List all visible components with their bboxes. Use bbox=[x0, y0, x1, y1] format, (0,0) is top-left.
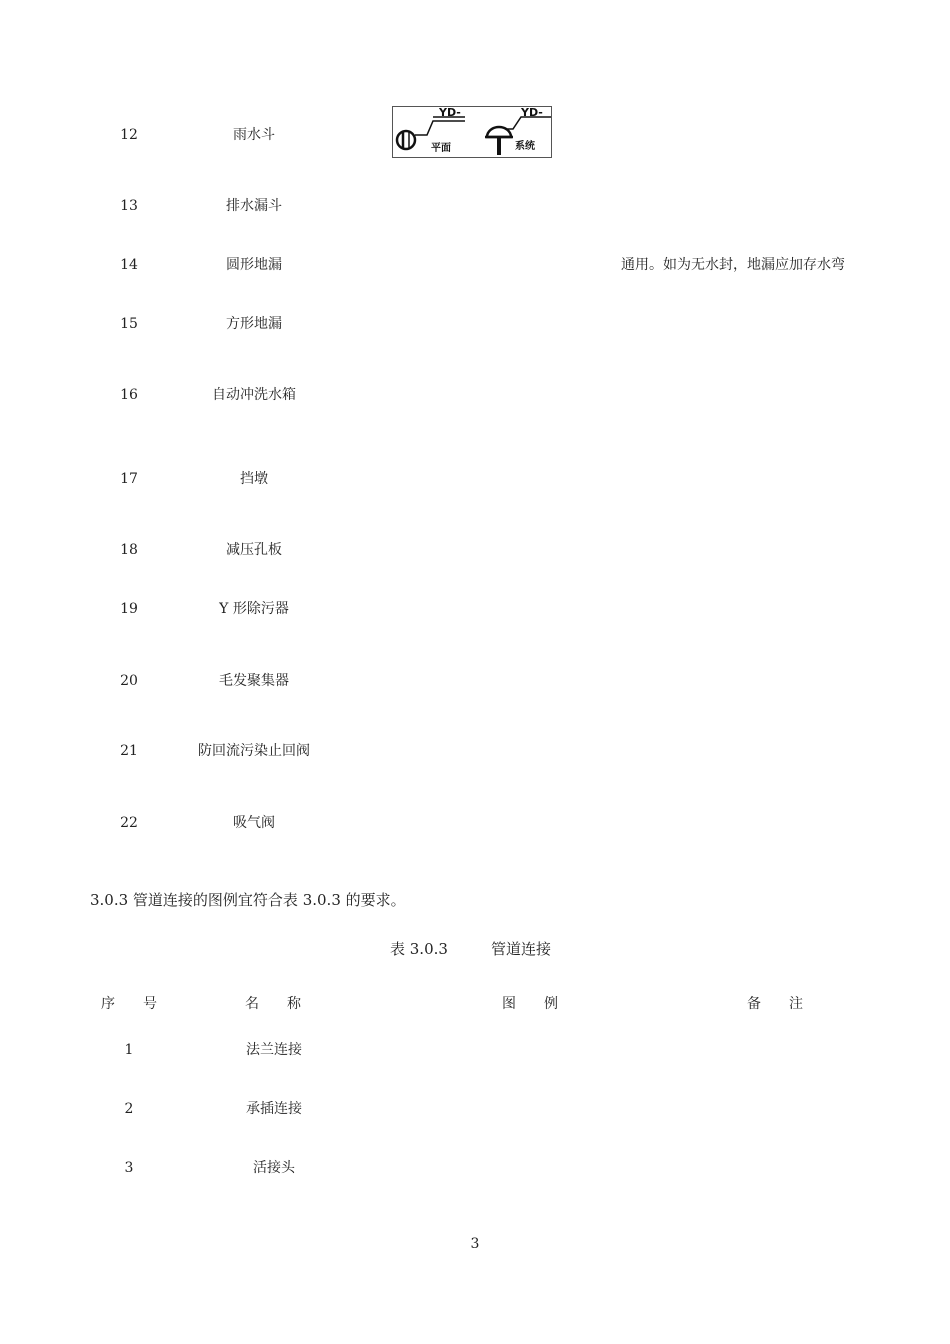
row-name: 挡墩 bbox=[240, 471, 268, 487]
row-name: 法兰连接 bbox=[246, 1042, 302, 1058]
row-name: Y 形除污器 bbox=[219, 601, 289, 617]
row-name: 减压孔板 bbox=[226, 542, 282, 558]
page-number: 3 bbox=[470, 1236, 480, 1252]
plan-label: 平面 bbox=[431, 143, 451, 154]
row-note: 通用。如为无水封，地漏应加存水弯 bbox=[621, 257, 845, 273]
row-number: 13 bbox=[120, 198, 138, 214]
row-number: 18 bbox=[120, 542, 138, 558]
row-number: 14 bbox=[120, 257, 138, 273]
row-number: 19 bbox=[120, 601, 138, 617]
row-name: 自动冲洗水箱 bbox=[212, 387, 296, 403]
system-label: 系统 bbox=[515, 141, 535, 152]
header-name: 名 称 bbox=[245, 996, 301, 1012]
row-name: 防回流污染止回阀 bbox=[198, 743, 310, 759]
row-name: 圆形地漏 bbox=[226, 257, 282, 273]
row-name: 活接头 bbox=[253, 1160, 295, 1176]
row-name: 承插连接 bbox=[246, 1101, 302, 1117]
table-caption-number: 表 3.0.3 bbox=[390, 940, 448, 958]
header-legend: 图 例 bbox=[502, 996, 558, 1012]
row-number: 20 bbox=[120, 673, 138, 689]
row-number: 2 bbox=[124, 1101, 134, 1117]
row-number: 12 bbox=[120, 127, 138, 143]
plan-code: YD- bbox=[439, 107, 461, 119]
header-note: 备 注 bbox=[747, 996, 803, 1012]
section-paragraph: 3.0.3 管道连接的图例宜符合表 3.0.3 的要求。 bbox=[90, 891, 406, 909]
row-number: 3 bbox=[124, 1160, 134, 1176]
row-name: 排水漏斗 bbox=[226, 198, 282, 214]
row-name: 雨水斗 bbox=[233, 127, 275, 143]
table-caption-title: 管道连接 bbox=[491, 940, 552, 958]
rain-hopper-symbol bbox=[392, 106, 552, 158]
row-number: 15 bbox=[120, 316, 138, 332]
row-name: 毛发聚集器 bbox=[219, 673, 289, 689]
row-name: 吸气阀 bbox=[233, 815, 275, 831]
row-number: 21 bbox=[120, 743, 138, 759]
row-number: 22 bbox=[120, 815, 138, 831]
row-number: 17 bbox=[120, 471, 138, 487]
row-number: 1 bbox=[124, 1042, 134, 1058]
row-name: 方形地漏 bbox=[226, 316, 282, 332]
system-code: YD- bbox=[521, 107, 543, 119]
header-number: 序 号 bbox=[101, 996, 157, 1012]
row-number: 16 bbox=[120, 387, 138, 403]
